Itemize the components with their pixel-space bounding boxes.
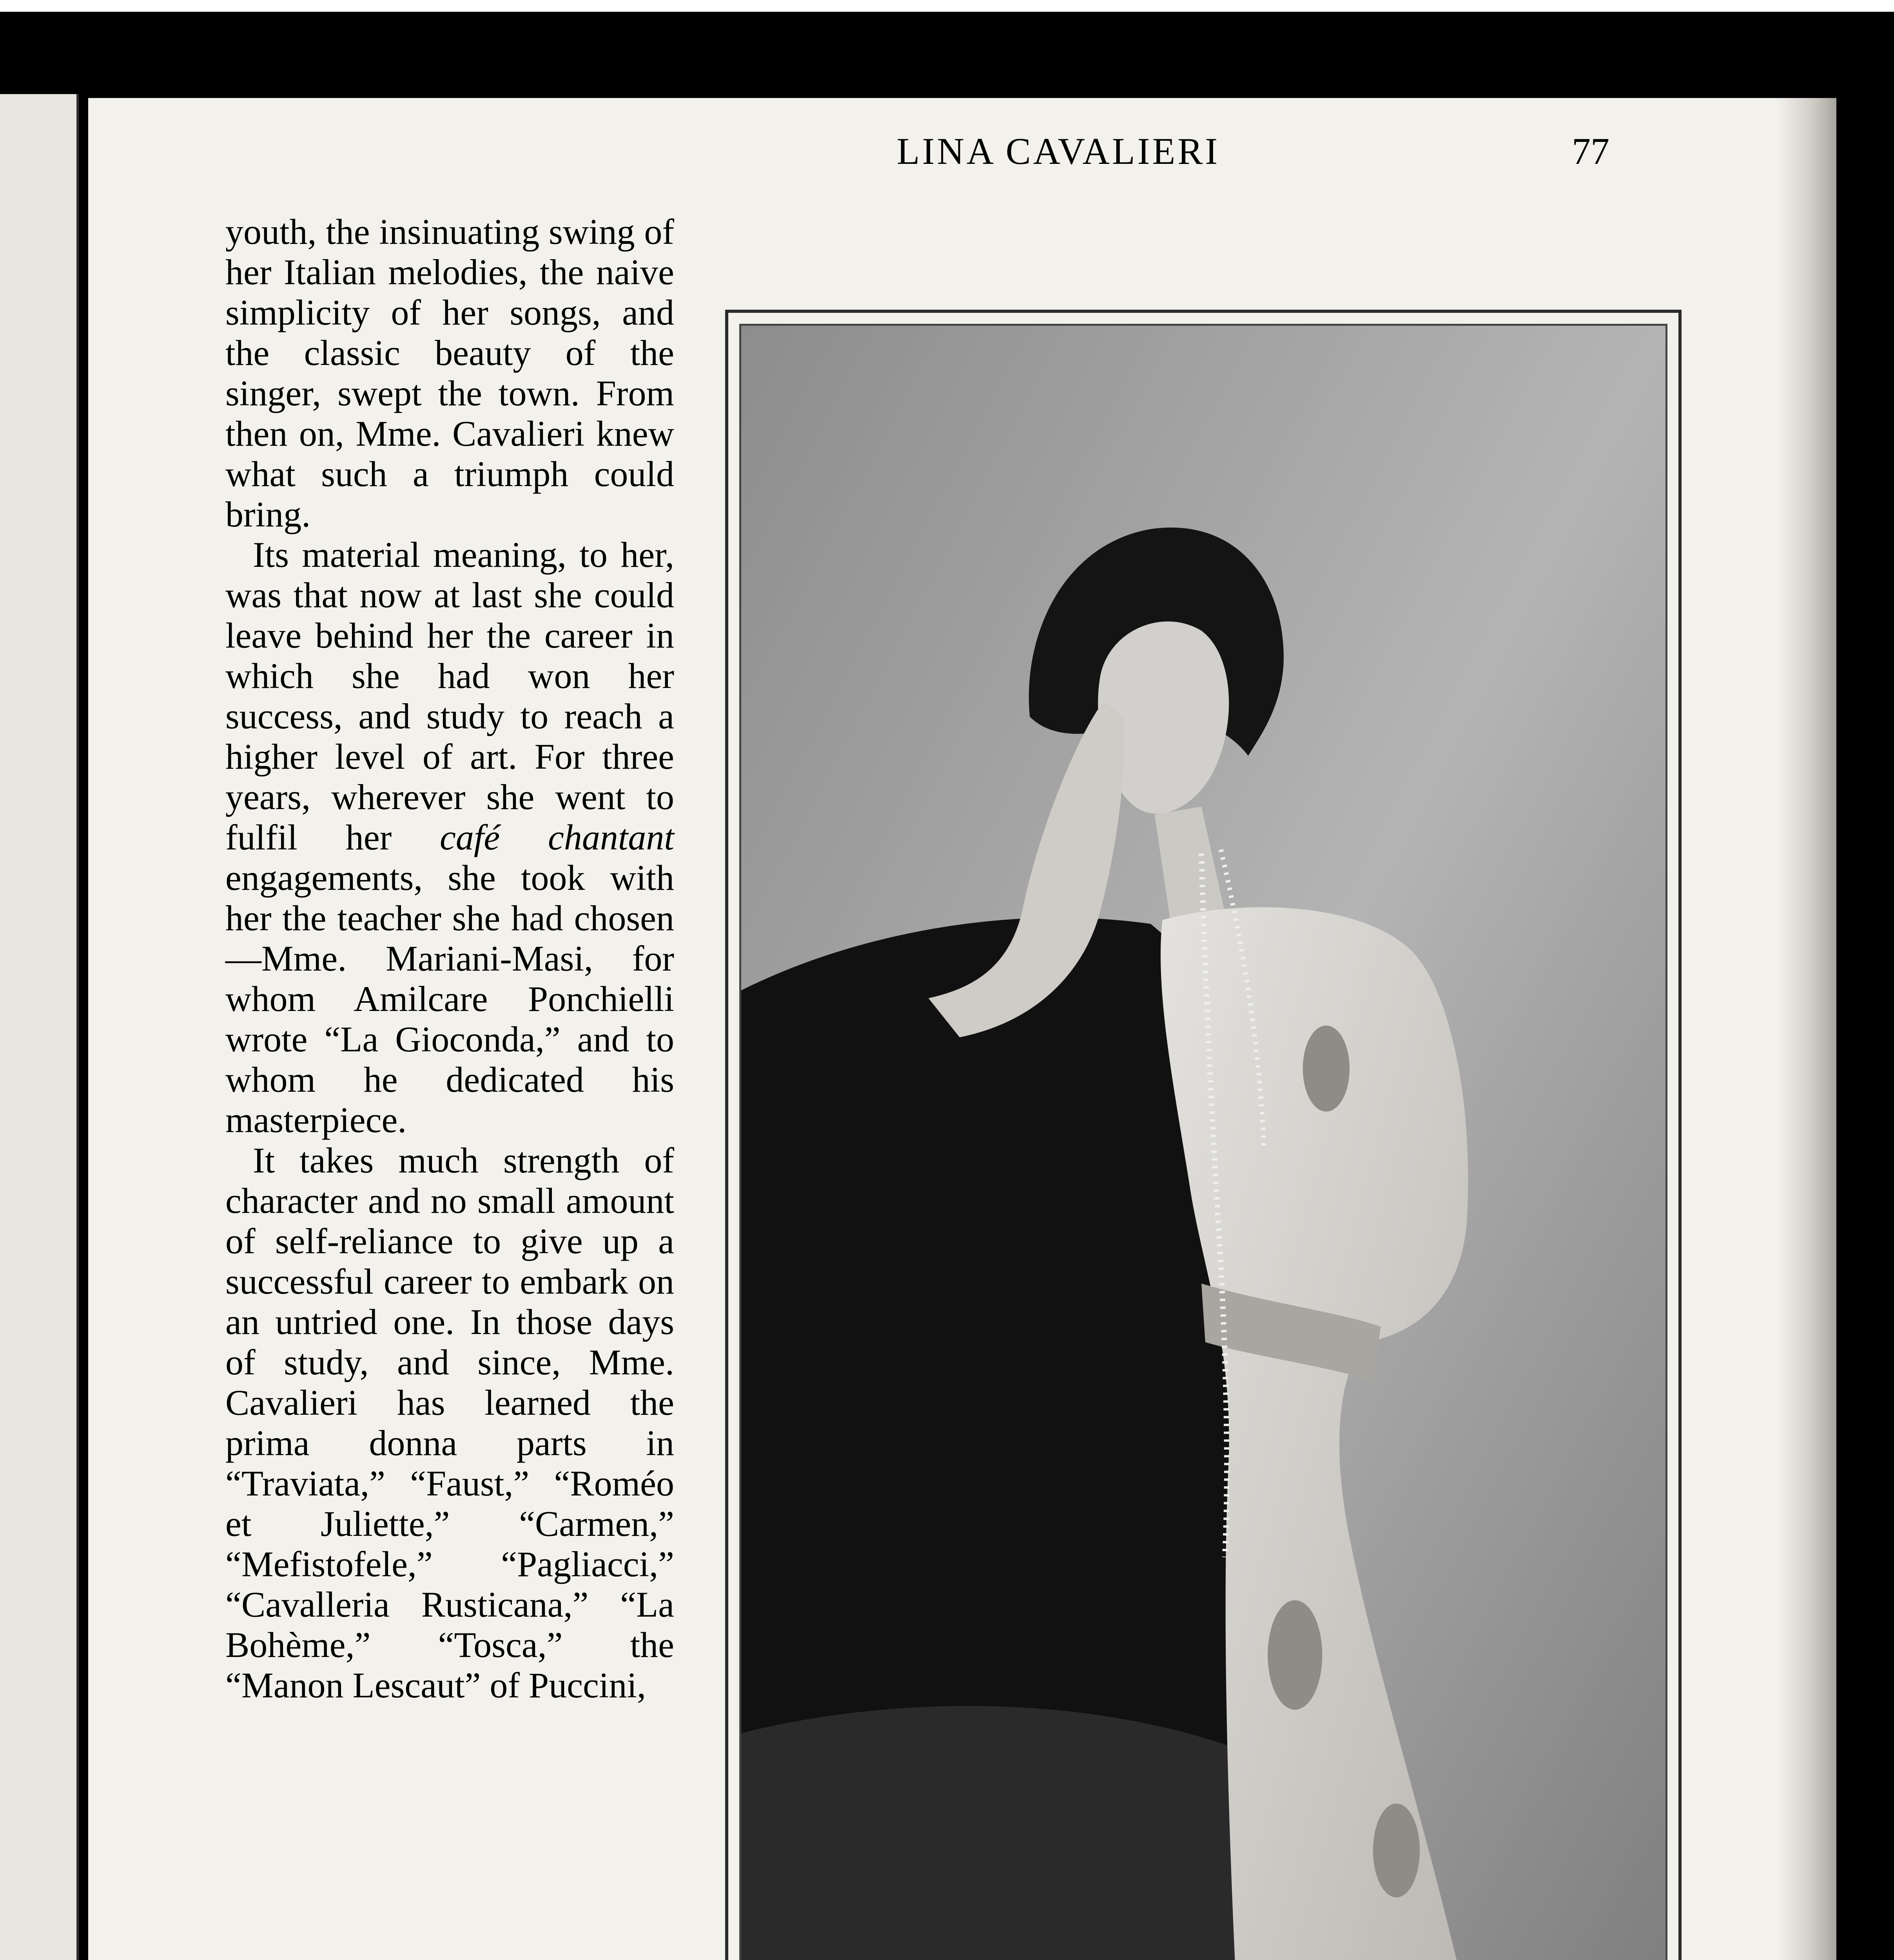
paragraph-3: It takes much strength of character and no small amount of self-reliance to give up a successful career to embark on an untried one. In those days of study, and since, Mme. Cavalieri has learned the prima donna parts in “Traviata,” “Faust,” “Roméo et Juliette,” “Carmen,” “Mefistofele,” “Pagliacci,” “Cavalleria Rusticana,” “La Bohème,” “Tosca,” the “Manon Lescaut” of Puccini, — [225, 1140, 674, 1705]
text-column-narrow — [225, 212, 674, 1706]
paragraph-2: Its material meaning, to her, was that now at last she could leave behind her the career in which she had won her success, and study to reach a higher level of art. For three years, wherever she went to fulfil her café chantant engagements, she took with her the teacher she had chosen—Mme. Mariani-Masi, for whom Amilcare Ponchielli wrote “La Gioconda,” and to whom he dedicated his masterpiece. — [225, 535, 674, 1140]
scan-top-edge — [0, 0, 1894, 12]
paragraph-1: youth, the insinuating swing of her Italian melodies, the naive simplicity of her songs, and the classic beauty of the singer, swept the town. From then on, Mme. Cavalieri knew what such a triumph could bring. — [225, 212, 674, 534]
portrait-photo — [739, 324, 1667, 1960]
italic-term: café chantant — [440, 817, 674, 857]
facing-page-edge — [0, 94, 79, 1960]
page-curl-shadow — [1778, 98, 1836, 1960]
page-number: 77 — [1572, 130, 1609, 172]
running-head-title: LINA CAVALIERI — [896, 130, 1220, 172]
photo-frame — [725, 310, 1682, 1960]
portrait-illustration — [741, 326, 1665, 1960]
